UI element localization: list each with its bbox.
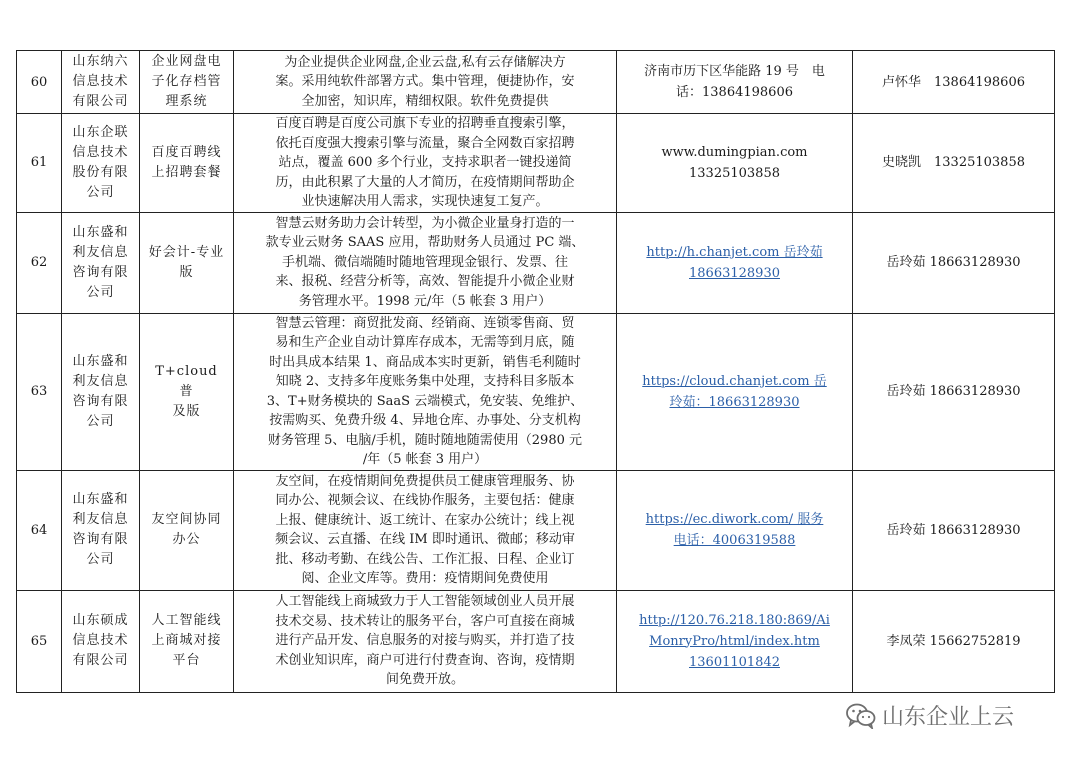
description-line: 进行产品开发、信息服务的对接与购买，并打造了技 xyxy=(275,633,575,649)
product-name-line: 理系统 xyxy=(165,94,208,109)
product-name-line: T+cloud 普 xyxy=(155,363,218,399)
company-name-line: 公司 xyxy=(86,552,115,567)
description-line: 易和生产企业自动计算库存成本，无需等到月底，随 xyxy=(275,335,575,350)
row-number: 60 xyxy=(17,51,62,114)
product-cell xyxy=(140,590,234,692)
description-cell xyxy=(234,114,617,213)
contact-cell xyxy=(617,590,853,692)
company-cell xyxy=(62,590,140,692)
company-name-line: 山东纳六 xyxy=(72,54,129,69)
row-number: 63 xyxy=(17,313,62,470)
description-line: 同办公、视频会议、在线协作服务，主要包括：健康 xyxy=(275,493,575,508)
company-cell xyxy=(62,114,140,213)
company-name-line: 利友信息 xyxy=(72,244,129,260)
description-line: 按需购买、免费升级 4、异地仓库、办事处、分支机构 xyxy=(269,413,581,428)
contact-person-cell: 卢怀华 13864198606 xyxy=(853,51,1055,114)
description-line: 3、T+财务模块的 SaaS 云端模式，免安装、免维护、 xyxy=(266,393,584,409)
contact-line: 13325103858 xyxy=(689,165,780,181)
description-cell xyxy=(234,470,617,590)
table-row xyxy=(17,114,1055,213)
company-name-line: 股份有限 xyxy=(72,164,129,180)
product-name-line: 上商城对接 xyxy=(151,633,222,648)
product-name-line: 人工智能线 xyxy=(151,613,222,628)
company-name-line: 山东盛和 xyxy=(72,353,129,369)
description-line: 批、移动考勤、在线公告、工作汇报、日程、企业订 xyxy=(275,551,575,567)
company-name-line: 山东盛和 xyxy=(72,492,129,507)
contact-link[interactable]: 电话：4006319588 xyxy=(673,533,796,548)
company-cell xyxy=(62,212,140,313)
table-row xyxy=(17,470,1055,590)
company-name-line: 信息技术 xyxy=(72,74,129,89)
table-row xyxy=(17,590,1055,692)
product-cell xyxy=(140,51,234,114)
product-name-line: 好会计-专业 xyxy=(148,244,225,260)
contact-person-cell: 李凤荣 15662752819 xyxy=(853,590,1055,692)
company-table xyxy=(16,50,1055,693)
table-body xyxy=(17,51,1055,693)
description-line: 款专业云财务 SAAS 应用，帮助财务人员通过 PC 端、 xyxy=(265,235,585,251)
company-name-line: 山东盛和 xyxy=(72,224,129,240)
contact-link[interactable]: 玲茹：18663128930 xyxy=(669,394,800,410)
company-name-line: 有限公司 xyxy=(72,653,129,668)
company-cell xyxy=(62,470,140,590)
watermark xyxy=(846,700,1014,731)
product-name-line: 版 xyxy=(179,264,194,280)
product-name-line: 子化存档管 xyxy=(151,74,222,89)
company-name-line: 咨询有限 xyxy=(72,264,129,280)
description-cell xyxy=(234,212,617,313)
contact-cell xyxy=(617,114,853,213)
description-line: 智慧云管理：商贸批发商、经销商、连锁零售商、贸 xyxy=(275,315,575,331)
company-name-line: 咨询有限 xyxy=(72,532,129,547)
contact-line: www.dumingpian.com xyxy=(661,144,808,160)
row-number: 61 xyxy=(17,114,62,213)
description-line: 依托百度强大搜索引擎与流量，聚合全网数百家招聘 xyxy=(275,135,575,151)
company-name-line: 公司 xyxy=(86,284,115,300)
description-line: 术创业知识库，商户可进行付费查询、咨询，疫情期 xyxy=(275,652,575,668)
product-name-line: 办公 xyxy=(172,532,201,547)
description-line: 历，由此积累了大量的人才简历，在疫情期间帮助企 xyxy=(275,174,575,190)
contact-link[interactable]: https://cloud.chanjet.com 岳 xyxy=(642,373,827,389)
company-name-line: 山东企联 xyxy=(72,124,129,140)
contact-line: 济南市历下区华能路 19 号 电 xyxy=(644,64,825,79)
description-line: 手机端、微信端随时随地管理现金银行、发票、往 xyxy=(281,254,568,270)
contact-person-cell: 岳玲茹 18663128930 xyxy=(853,470,1055,590)
row-number: 64 xyxy=(17,470,62,590)
contact-link[interactable]: 13601101842 xyxy=(689,654,780,670)
company-name-line: 信息技术 xyxy=(72,144,129,160)
contact-link[interactable]: 18663128930 xyxy=(689,265,780,281)
table-row xyxy=(17,212,1055,313)
contact-link[interactable]: http://h.chanjet.com 岳玲茹 xyxy=(646,244,823,260)
description-line: 全加密，知识库，精细权限。软件免费提供 xyxy=(301,93,549,109)
description-line: 百度百聘是百度公司旗下专业的招聘垂直搜索引擎， xyxy=(275,116,575,131)
description-cell xyxy=(234,313,617,470)
description-line: 上报、健康统计、返工统计、在家办公统计；线上视 xyxy=(275,512,575,528)
contact-line: 话：13864198606 xyxy=(676,85,793,100)
description-line: 来、报税、经营分析等，高效、智能提升小微企业财 xyxy=(275,274,575,290)
row-number: 62 xyxy=(17,212,62,313)
contact-cell xyxy=(617,212,853,313)
product-name-line: 上招聘套餐 xyxy=(151,164,222,180)
company-name-line: 公司 xyxy=(86,184,115,200)
product-name-line: 平台 xyxy=(172,653,201,668)
product-cell xyxy=(140,313,234,470)
product-cell xyxy=(140,212,234,313)
company-name-line: 咨询有限 xyxy=(72,393,129,409)
watermark-text: 山东企业上云 xyxy=(882,705,1015,730)
contact-person-cell: 岳玲茹 18663128930 xyxy=(853,313,1055,470)
description-line: 智慧云财务助力会计转型，为小微企业量身打造的一 xyxy=(275,215,575,231)
description-cell xyxy=(234,590,617,692)
contact-link[interactable]: https://ec.diwork.com/ 服务 xyxy=(645,512,824,527)
description-line: 时出具成本结果 1、商品成本实时更新，销售毛利随时 xyxy=(269,354,581,370)
contact-link[interactable]: http://120.76.218.180:869/Ai xyxy=(639,612,830,628)
company-name-line: 山东硕成 xyxy=(72,613,129,628)
description-line: 技术交易、技术转让的服务平台，客户可直接在商城 xyxy=(275,613,575,629)
product-name-line: 友空间协同 xyxy=(151,512,222,527)
contact-cell xyxy=(617,313,853,470)
contact-person-cell: 史晓凯 13325103858 xyxy=(853,114,1055,213)
product-name-line: 百度百聘线 xyxy=(151,144,222,160)
description-line: 间免费开放。 xyxy=(385,672,464,688)
description-line: 阅、企业文库等。费用：疫情期间免费使用 xyxy=(301,571,549,586)
description-line: 站点，覆盖 600 多个行业，支持求职者一键投递简 xyxy=(278,155,572,170)
company-name-line: 利友信息 xyxy=(72,373,129,389)
product-name-line: 企业网盘电 xyxy=(151,54,222,69)
table-row xyxy=(17,51,1055,114)
description-line: 为企业提供企业网盘,企业云盘,私有云存储解决方 xyxy=(284,54,566,70)
company-name-line: 有限公司 xyxy=(72,94,129,109)
company-name-line: 公司 xyxy=(86,413,115,429)
description-line: 人工智能线上商城致力于人工智能领域创业人员开展 xyxy=(275,594,575,610)
contact-cell xyxy=(617,470,853,590)
company-name-line: 利友信息 xyxy=(72,512,129,527)
row-number: 65 xyxy=(17,590,62,692)
description-cell xyxy=(234,51,617,114)
product-cell xyxy=(140,114,234,213)
description-line: 务管理水平。1998 元/年（5 帐套 3 用户） xyxy=(298,293,552,309)
contact-person-cell: 岳玲茹 18663128930 xyxy=(853,212,1055,313)
wechat-icon xyxy=(846,703,876,729)
company-cell xyxy=(62,313,140,470)
company-name-line: 信息技术 xyxy=(72,633,129,648)
product-cell xyxy=(140,470,234,590)
contact-link[interactable]: MonryPro/html/index.htm xyxy=(649,633,820,649)
company-cell xyxy=(62,51,140,114)
description-line: 友空间，在疫情期间免费提供员工健康管理服务、协 xyxy=(275,473,575,489)
contact-cell xyxy=(617,51,853,114)
description-line: 财务管理 5、电脑/手机，随时随地随需使用（2980 元 xyxy=(268,432,582,448)
description-line: 频会议、云直播、在线 IM 即时通讯、微邮；移动审 xyxy=(275,532,575,547)
description-line: /年（5 帐套 3 用户） xyxy=(362,452,488,467)
description-line: 知晓 2、支持多年度账务集中处理，支持科目多版本 xyxy=(275,374,575,389)
description-line: 业快速解决用人需求，实现快速复工复产。 xyxy=(301,194,549,209)
product-name-line: 及版 xyxy=(172,403,201,419)
table-row xyxy=(17,313,1055,470)
description-line: 案。采用纯软件部署方式。集中管理，便捷协作，安 xyxy=(275,74,575,90)
